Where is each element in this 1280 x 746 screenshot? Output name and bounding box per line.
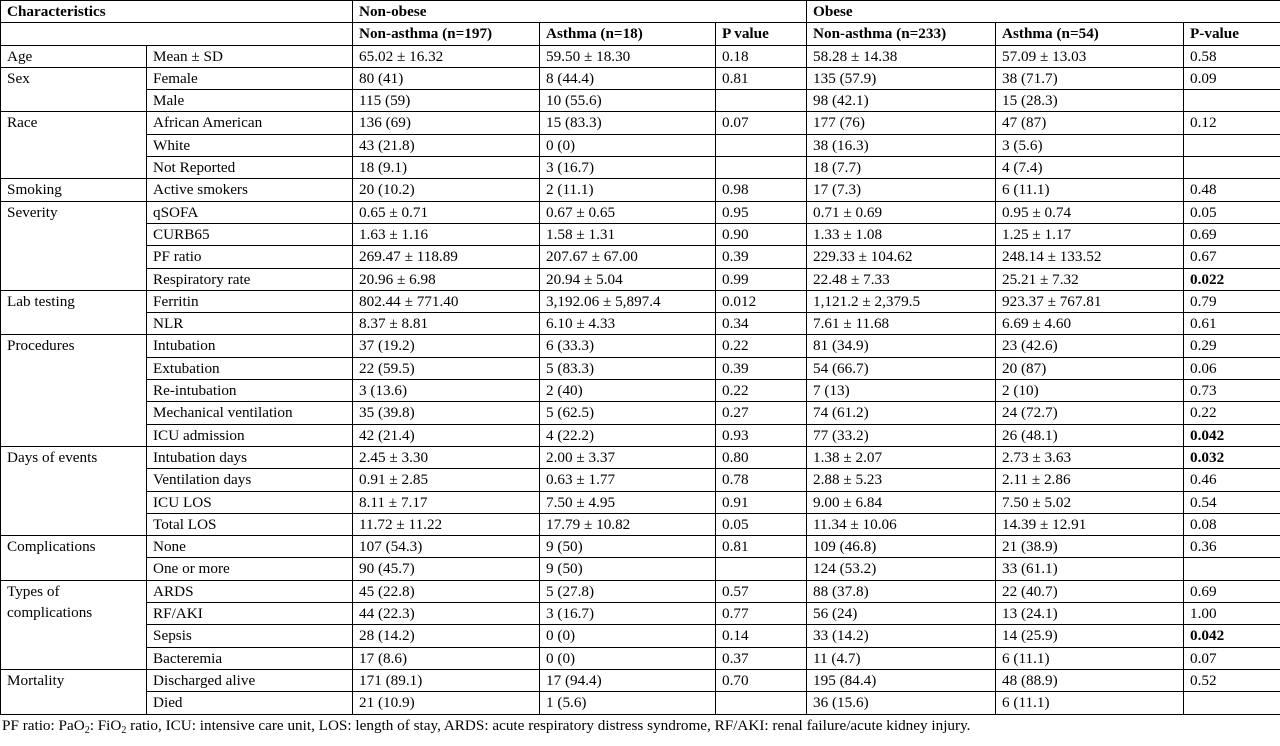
table-row [1,246,1280,268]
table-cell: 14.39 ± 12.91 [996,513,1184,535]
table-cell: 9 (50) [540,536,716,558]
table-cell: 0.05 [716,513,807,535]
table-cell: 0.91 [716,491,807,513]
table-cell: 9.00 ± 6.84 [807,491,996,513]
table-cell: 38 (16.3) [807,134,996,156]
header-blank [1,23,353,45]
table-cell: 90 (45.7) [353,558,540,580]
group-label: Types of complications [1,580,147,669]
table-cell: 195 (84.4) [807,669,996,691]
header-nonobese-pvalue: P value [716,23,807,45]
header-non-obese: Non-obese [353,1,807,23]
table-cell: 7.61 ± 11.68 [807,313,996,335]
table-row [1,201,1280,223]
table-cell: 2 (11.1) [540,179,716,201]
row-label: Not Reported [147,157,353,179]
table-cell: 0.27 [716,402,807,424]
table-cell: 58.28 ± 14.38 [807,45,996,67]
table-cell: 0.36 [1184,536,1280,558]
table-cell: 1,121.2 ± 2,379.5 [807,290,996,312]
table-cell: 22 (59.5) [353,357,540,379]
table-row [1,625,1280,647]
header-obese-asthma: Asthma (n=54) [996,23,1184,45]
table-cell: 2.88 ± 5.23 [807,469,996,491]
group-label: Days of events [1,446,147,535]
table-cell: 0.80 [716,446,807,468]
table-cell: 6 (11.1) [996,647,1184,669]
row-label: Ventilation days [147,469,353,491]
table-row [1,603,1280,625]
group-label: Smoking [1,179,147,201]
table-cell: 115 (59) [353,90,540,112]
table-cell: 107 (54.3) [353,536,540,558]
table-row [1,45,1280,67]
table-cell: 81 (34.9) [807,335,996,357]
table-cell: 802.44 ± 771.40 [353,290,540,312]
table-cell: 4 (22.2) [540,424,716,446]
header-obese-nonasthma: Non-asthma (n=233) [807,23,996,45]
table-row [1,647,1280,669]
footnote-part2: : FiO [89,716,122,734]
table-cell: 0.39 [716,246,807,268]
table-cell: 44 (22.3) [353,603,540,625]
table-cell: 0.07 [716,112,807,134]
table-cell: 0.54 [1184,491,1280,513]
table-cell: 28 (14.2) [353,625,540,647]
table-cell: 24 (72.7) [996,402,1184,424]
table-cell: 98 (42.1) [807,90,996,112]
table-cell: 37 (19.2) [353,335,540,357]
row-label: One or more [147,558,353,580]
table-cell: 21 (10.9) [353,692,540,714]
table-cell [1184,558,1280,580]
table-cell: 3,192.06 ± 5,897.4 [540,290,716,312]
table-cell: 47 (87) [996,112,1184,134]
table-cell: 0.70 [716,669,807,691]
row-label: Active smokers [147,179,353,201]
row-label: Male [147,90,353,112]
table-cell: 36 (15.6) [807,692,996,714]
table-row [1,290,1280,312]
table-row [1,558,1280,580]
table-cell: 26 (48.1) [996,424,1184,446]
table-cell: 2.11 ± 2.86 [996,469,1184,491]
table-cell: 17 (7.3) [807,179,996,201]
group-label: Age [1,45,147,67]
table-cell [1184,90,1280,112]
table-cell: 1.58 ± 1.31 [540,223,716,245]
table-row [1,692,1280,714]
table-cell: 48 (88.9) [996,669,1184,691]
row-label: ICU LOS [147,491,353,513]
table-cell: 42 (21.4) [353,424,540,446]
table-row [1,402,1280,424]
table-cell: 0.37 [716,647,807,669]
table-cell: 88 (37.8) [807,580,996,602]
table-cell: 0.042 [1184,424,1280,446]
footnote-part1: PF ratio: PaO [2,716,85,734]
table-cell [1184,134,1280,156]
table-cell: 109 (46.8) [807,536,996,558]
table-cell: 25.21 ± 7.32 [996,268,1184,290]
table-cell: 4 (7.4) [996,157,1184,179]
table-row [1,157,1280,179]
table-footnote [0,716,1280,735]
header-obese: Obese [807,1,1280,23]
table-cell [716,558,807,580]
row-label: None [147,536,353,558]
table-row [1,446,1280,468]
table-cell: 0.78 [716,469,807,491]
table-cell: 8 (44.4) [540,67,716,89]
table-cell: 0.67 ± 0.65 [540,201,716,223]
table-cell: 20 (87) [996,357,1184,379]
table-row [1,357,1280,379]
table-cell: 11.72 ± 11.22 [353,513,540,535]
table-row [1,513,1280,535]
table-cell [716,90,807,112]
table-cell: 0.07 [1184,647,1280,669]
table-cell: 207.67 ± 67.00 [540,246,716,268]
row-label: Intubation [147,335,353,357]
row-label: NLR [147,313,353,335]
table-cell: 0.65 ± 0.71 [353,201,540,223]
group-label: Race [1,112,147,179]
table-cell [1184,692,1280,714]
row-label: Extubation [147,357,353,379]
table-body [1,45,1280,714]
table-cell: 10 (55.6) [540,90,716,112]
row-label: Mechanical ventilation [147,402,353,424]
table-cell: 0.012 [716,290,807,312]
header-nonobese-asthma: Asthma (n=18) [540,23,716,45]
table-cell: 2 (10) [996,380,1184,402]
table-cell: 57.09 ± 13.03 [996,45,1184,67]
table-cell: 43 (21.8) [353,134,540,156]
table-cell: 77 (33.2) [807,424,996,446]
table-cell: 35 (39.8) [353,402,540,424]
row-label: Mean ± SD [147,45,353,67]
header-characteristics: Characteristics [1,1,353,23]
table-cell: 0.63 ± 1.77 [540,469,716,491]
table-cell: 0.91 ± 2.85 [353,469,540,491]
table-cell: 18 (7.7) [807,157,996,179]
table-cell: 5 (83.3) [540,357,716,379]
row-label: CURB65 [147,223,353,245]
table-cell: 136 (69) [353,112,540,134]
row-label: Sepsis [147,625,353,647]
table-cell: 7 (13) [807,380,996,402]
table-row [1,580,1280,602]
table-cell: 0.12 [1184,112,1280,134]
table-cell: 14 (25.9) [996,625,1184,647]
table-row [1,268,1280,290]
table-cell: 0.39 [716,357,807,379]
table-cell: 33 (61.1) [996,558,1184,580]
table-cell: 17.79 ± 10.82 [540,513,716,535]
table-cell: 54 (66.7) [807,357,996,379]
table-cell: 80 (41) [353,67,540,89]
table-cell: 1.25 ± 1.17 [996,223,1184,245]
table-cell: 0.042 [1184,625,1280,647]
table-cell: 15 (28.3) [996,90,1184,112]
table-cell: 0 (0) [540,625,716,647]
table-cell: 5 (62.5) [540,402,716,424]
table-cell: 0.08 [1184,513,1280,535]
row-label: African American [147,112,353,134]
row-label: Re-intubation [147,380,353,402]
table-row [1,469,1280,491]
table-cell: 59.50 ± 18.30 [540,45,716,67]
table-cell: 0.57 [716,580,807,602]
table-cell: 17 (94.4) [540,669,716,691]
table-cell: 0 (0) [540,647,716,669]
table-cell: 74 (61.2) [807,402,996,424]
group-label: Lab testing [1,290,147,335]
table-cell: 0.34 [716,313,807,335]
table-cell: 7.50 ± 4.95 [540,491,716,513]
table-cell: 11.34 ± 10.06 [807,513,996,535]
table-cell: 0.22 [1184,402,1280,424]
row-label: Intubation days [147,446,353,468]
row-label: Discharged alive [147,669,353,691]
table-cell: 18 (9.1) [353,157,540,179]
table-cell: 15 (83.3) [540,112,716,134]
row-label: Female [147,67,353,89]
table-cell: 2.00 ± 3.37 [540,446,716,468]
table-cell: 0.29 [1184,335,1280,357]
row-label: RF/AKI [147,603,353,625]
table-cell: 0.95 ± 0.74 [996,201,1184,223]
table-cell: 0.99 [716,268,807,290]
table-cell: 0.79 [1184,290,1280,312]
table-cell: 0.81 [716,536,807,558]
table-cell: 0.95 [716,201,807,223]
table-cell: 33 (14.2) [807,625,996,647]
footnote-sub2: 2 [121,724,127,736]
table-cell [1184,157,1280,179]
table-cell: 22 (40.7) [996,580,1184,602]
table-row [1,335,1280,357]
table-cell: 6 (11.1) [996,179,1184,201]
footnote-sub1: 2 [84,724,90,736]
table-cell: 3 (16.7) [540,157,716,179]
table-cell: 8.11 ± 7.17 [353,491,540,513]
table-row [1,536,1280,558]
row-label: Respiratory rate [147,268,353,290]
table-cell: 0.22 [716,380,807,402]
table-row [1,669,1280,691]
table-cell: 3 (13.6) [353,380,540,402]
table-cell: 2 (40) [540,380,716,402]
table-cell: 7.50 ± 5.02 [996,491,1184,513]
row-label: qSOFA [147,201,353,223]
table-cell: 2.73 ± 3.63 [996,446,1184,468]
table-cell: 0 (0) [540,134,716,156]
table-cell: 135 (57.9) [807,67,996,89]
table-cell: 171 (89.1) [353,669,540,691]
table-cell: 124 (53.2) [807,558,996,580]
table-cell: 0.71 ± 0.69 [807,201,996,223]
table-cell: 13 (24.1) [996,603,1184,625]
table-row [1,90,1280,112]
table-cell: 6 (11.1) [996,692,1184,714]
table-cell: 1.63 ± 1.16 [353,223,540,245]
row-label: ICU admission [147,424,353,446]
table-cell: 0.61 [1184,313,1280,335]
table-cell: 17 (8.6) [353,647,540,669]
row-label: Total LOS [147,513,353,535]
table-cell: 0.77 [716,603,807,625]
table-cell: 5 (27.8) [540,580,716,602]
table-cell: 0.18 [716,45,807,67]
footnote-part3: ratio, ICU: intensive care unit, LOS: length of stay, ARDS: acute respiratory distress syndrome, RF/AKI: renal failure/acute kidney injury. [126,716,971,734]
table-cell: 65.02 ± 16.32 [353,45,540,67]
table-cell: 8.37 ± 8.81 [353,313,540,335]
table-cell: 0.81 [716,67,807,89]
table-cell: 923.37 ± 767.81 [996,290,1184,312]
table-cell: 0.46 [1184,469,1280,491]
table-cell: 0.93 [716,424,807,446]
group-label: Severity [1,201,147,290]
table-cell [716,692,807,714]
table-cell: 38 (71.7) [996,67,1184,89]
table-cell: 229.33 ± 104.62 [807,246,996,268]
table-cell: 3 (16.7) [540,603,716,625]
table-cell: 0.69 [1184,580,1280,602]
table-cell: 0.09 [1184,67,1280,89]
group-label: Sex [1,67,147,112]
table-cell: 0.14 [716,625,807,647]
table-cell: 20.96 ± 6.98 [353,268,540,290]
table-cell: 0.022 [1184,268,1280,290]
table-cell: 248.14 ± 133.52 [996,246,1184,268]
table-row [1,134,1280,156]
table-cell: 6 (33.3) [540,335,716,357]
table-cell: 0.06 [1184,357,1280,379]
table-row [1,179,1280,201]
table-cell: 23 (42.6) [996,335,1184,357]
table-cell: 11 (4.7) [807,647,996,669]
table-cell: 0.05 [1184,201,1280,223]
table-cell: 0.58 [1184,45,1280,67]
table-cell: 1 (5.6) [540,692,716,714]
table-cell: 45 (22.8) [353,580,540,602]
table-cell: 56 (24) [807,603,996,625]
table-cell: 1.33 ± 1.08 [807,223,996,245]
table-cell: 2.45 ± 3.30 [353,446,540,468]
row-label: White [147,134,353,156]
table-row [1,112,1280,134]
table-cell: 22.48 ± 7.33 [807,268,996,290]
header-nonobese-nonasthma: Non-asthma (n=197) [353,23,540,45]
header-obese-pvalue: P-value [1184,23,1280,45]
table-cell: 0.22 [716,335,807,357]
row-label: Bacteremia [147,647,353,669]
table-cell: 0.52 [1184,669,1280,691]
table-row [1,491,1280,513]
table-cell: 6.10 ± 4.33 [540,313,716,335]
table-cell: 1.00 [1184,603,1280,625]
group-label: Mortality [1,669,147,714]
table-cell: 269.47 ± 118.89 [353,246,540,268]
table-row [1,424,1280,446]
table-cell: 21 (38.9) [996,536,1184,558]
table-cell: 0.90 [716,223,807,245]
row-label: Died [147,692,353,714]
table-cell [716,157,807,179]
table-cell: 0.69 [1184,223,1280,245]
table-cell: 3 (5.6) [996,134,1184,156]
group-label: Complications [1,536,147,581]
table-cell: 20.94 ± 5.04 [540,268,716,290]
table-cell: 0.73 [1184,380,1280,402]
table-cell: 20 (10.2) [353,179,540,201]
table-row [1,223,1280,245]
table-cell: 0.98 [716,179,807,201]
table-cell: 0.48 [1184,179,1280,201]
table-cell: 177 (76) [807,112,996,134]
table-row [1,313,1280,335]
table-cell: 6.69 ± 4.60 [996,313,1184,335]
table-row [1,380,1280,402]
table-cell: 0.032 [1184,446,1280,468]
table-row [1,67,1280,89]
group-label: Procedures [1,335,147,446]
table-cell: 1.38 ± 2.07 [807,446,996,468]
table-cell [716,134,807,156]
table-cell: 9 (50) [540,558,716,580]
row-label: Ferritin [147,290,353,312]
row-label: PF ratio [147,246,353,268]
table-cell: 0.67 [1184,246,1280,268]
row-label: ARDS [147,580,353,602]
